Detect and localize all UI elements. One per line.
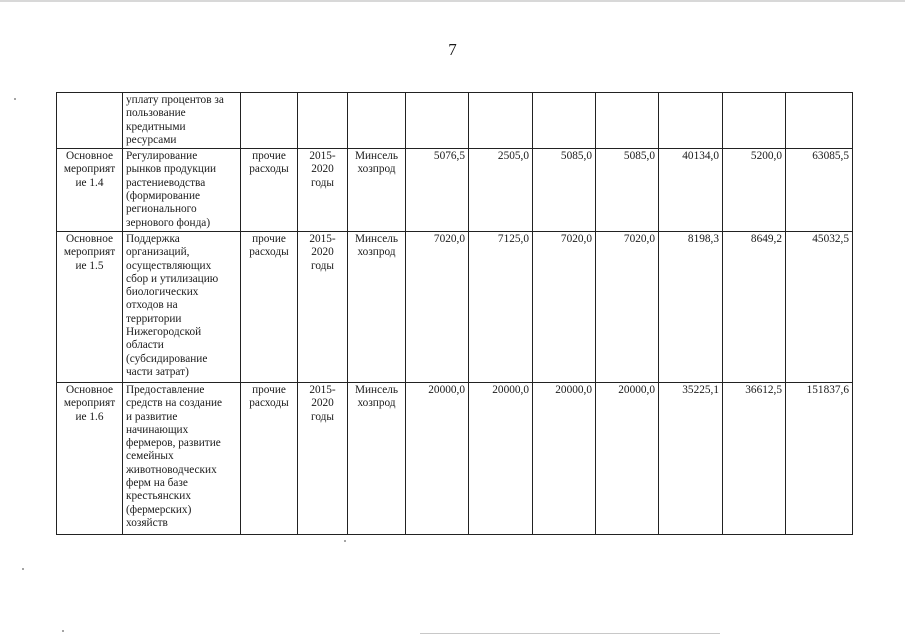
amount-cell: 5085,0 <box>596 149 659 232</box>
total-amount-cell: 151837,6 <box>786 382 853 534</box>
total-amount-cell: 45032,5 <box>786 231 853 382</box>
amount-cell: 5076,5 <box>406 149 469 232</box>
executor-cell <box>348 93 406 149</box>
table-row <box>57 93 853 149</box>
amount-cell: 7125,0 <box>469 231 533 382</box>
expense-type-cell: прочие расходы <box>241 149 298 232</box>
activity-kind-cell: Основное мероприят ие 1.5 <box>57 231 123 382</box>
table-body <box>57 93 853 535</box>
scan-top-edge <box>0 0 905 2</box>
scan-speck <box>62 630 64 632</box>
amount-cell: 8198,3 <box>659 231 723 382</box>
page-number: 7 <box>448 40 457 59</box>
amount-cell <box>596 93 659 149</box>
expense-type-cell: прочие расходы <box>241 382 298 534</box>
amount-cell: 20000,0 <box>406 382 469 534</box>
expense-type-cell: прочие расходы <box>241 231 298 382</box>
scan-speck <box>22 568 24 570</box>
table-row <box>57 382 853 534</box>
amount-cell: 5085,0 <box>533 149 596 232</box>
amount-cell <box>533 93 596 149</box>
amount-cell <box>406 93 469 149</box>
amount-cell: 2505,0 <box>469 149 533 232</box>
amount-cell <box>723 93 786 149</box>
activity-description-cell: Регулирование рынков продукции растениеводства (формирование регионального зернового фонда) <box>123 149 241 232</box>
amount-cell: 35225,1 <box>659 382 723 534</box>
period-cell <box>298 93 348 149</box>
activity-description-cell: Поддержка организаций, осуществляющих сбор и утилизацию биологических отходов на территории Нижегородской области (субсидирование части затрат) <box>123 231 241 382</box>
activity-description-cell: уплату процентов за пользование кредитными ресурсами <box>123 93 241 149</box>
amount-cell: 20000,0 <box>596 382 659 534</box>
amount-cell: 7020,0 <box>406 231 469 382</box>
executor-cell: Минсель хозпрод <box>348 149 406 232</box>
expense-type-cell <box>241 93 298 149</box>
period-cell: 2015- 2020 годы <box>298 149 348 232</box>
amount-cell: 7020,0 <box>533 231 596 382</box>
scan-bottom-line <box>420 633 720 634</box>
amount-cell <box>659 93 723 149</box>
amount-cell: 20000,0 <box>469 382 533 534</box>
scan-speck <box>344 540 346 542</box>
amount-cell: 36612,5 <box>723 382 786 534</box>
amount-cell: 5200,0 <box>723 149 786 232</box>
amount-cell: 20000,0 <box>533 382 596 534</box>
activity-kind-cell <box>57 93 123 149</box>
period-cell: 2015- 2020 годы <box>298 231 348 382</box>
table-row <box>57 231 853 382</box>
amount-cell: 7020,0 <box>596 231 659 382</box>
table-row <box>57 149 853 232</box>
executor-cell: Минсель хозпрод <box>348 231 406 382</box>
amount-cell: 40134,0 <box>659 149 723 232</box>
activity-kind-cell: Основное мероприят ие 1.4 <box>57 149 123 232</box>
period-cell: 2015- 2020 годы <box>298 382 348 534</box>
total-amount-cell <box>786 93 853 149</box>
executor-cell: Минсель хозпрод <box>348 382 406 534</box>
activity-description-cell: Предоставление средств на создание и развитие начинающих фермеров, развитие семейных животноводческих ферм на базе крестьянских (фермерских) хозяйств <box>123 382 241 534</box>
amount-cell <box>469 93 533 149</box>
program-activities-table <box>56 92 853 535</box>
total-amount-cell: 63085,5 <box>786 149 853 232</box>
scan-speck <box>14 98 16 100</box>
amount-cell: 8649,2 <box>723 231 786 382</box>
activity-kind-cell: Основное мероприят ие 1.6 <box>57 382 123 534</box>
